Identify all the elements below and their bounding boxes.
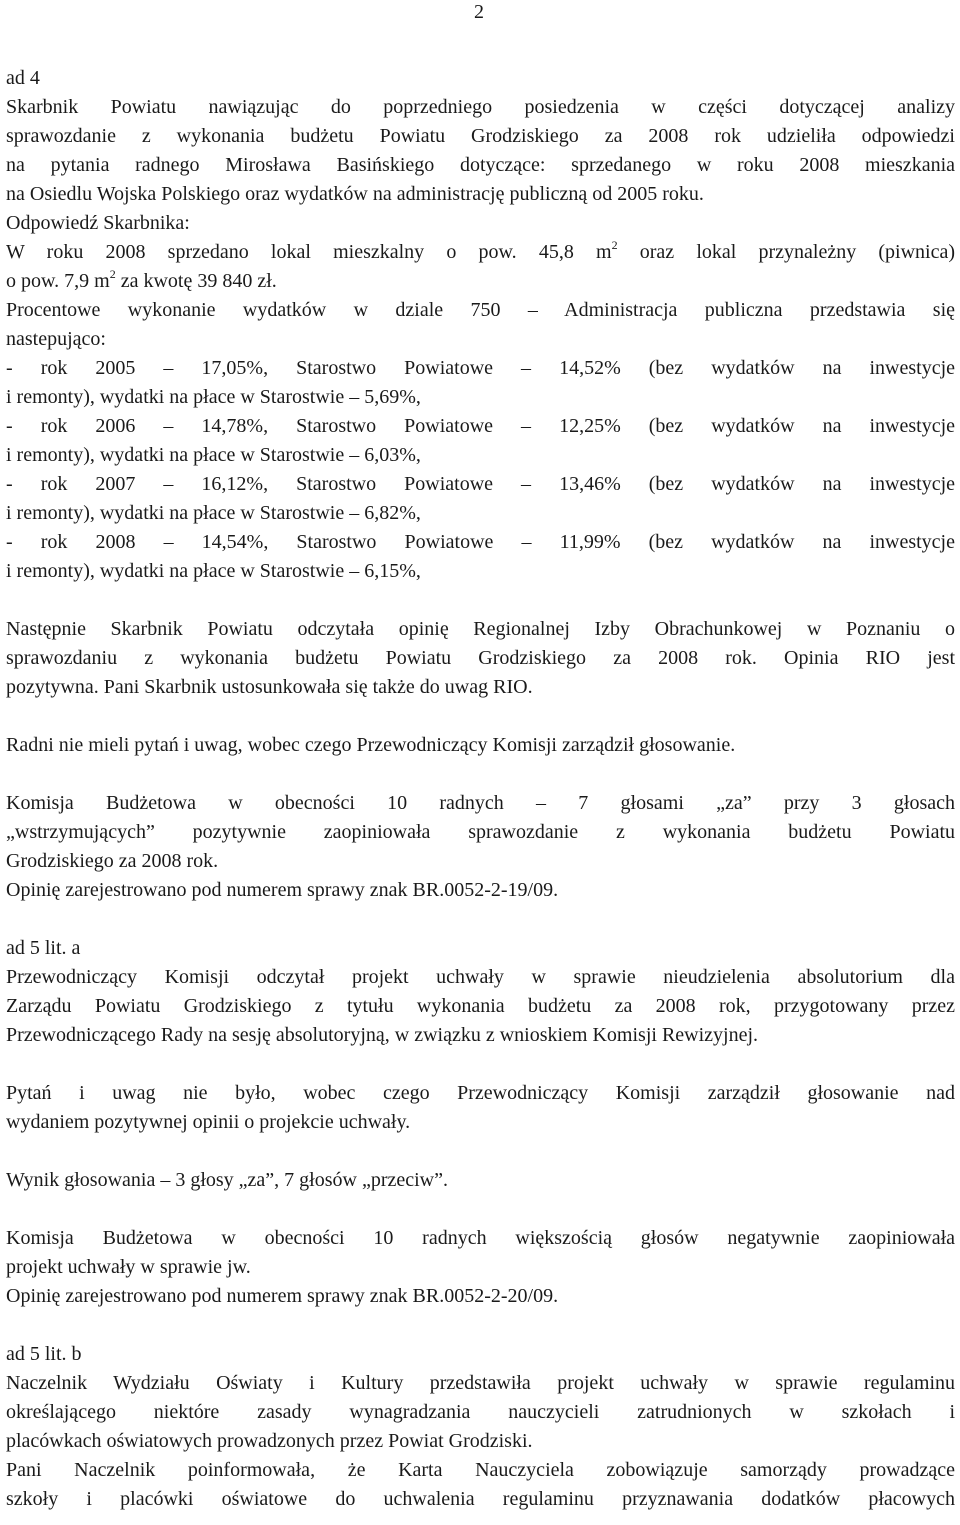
text-line: Pani Naczelnik poinformowała, że Karta Nauczyciela zobowiązuje samorządy prowadzące (6, 1459, 955, 1481)
answer-label: Odpowiedź Skarbnika: (6, 212, 190, 234)
text-line: Pytań i uwag nie było, wobec czego Przewodniczący Komisji zarządził głosowanie nad (6, 1082, 955, 1104)
answer-line (6, 238, 955, 267)
text-line: szkoły i placówki oświatowe do uchwalenia regulaminu przyznawania dodatków płacowych (6, 1488, 955, 1510)
text-line: Skarbnik Powiatu nawiązując do poprzedniego posiedzenia w części dotyczącej analizy (6, 96, 955, 118)
text-line: sprawozdaniu z wykonania budżetu Powiatu Grodziskiego za 2008 rok. Opinia RIO jest (6, 647, 955, 669)
vote-result: Wynik głosowania – 3 głosy „za”, 7 głosów „przeciw”. (6, 1169, 449, 1191)
text-line: Komisja Budżetowa w obecności 10 radnych większością głosów negatywnie zaopiniowała (6, 1227, 955, 1249)
text-line: Komisja Budżetowa w obecności 10 radnych – 7 głosami „za” przy 3 głosach (6, 792, 955, 814)
text-line: na pytania radnego Mirosława Basińskiego dotyczące: sprzedanego w roku 2008 mieszkania (6, 154, 955, 176)
document-body (6, 64, 955, 1514)
superscript: 2 (109, 267, 116, 281)
text-line: „wstrzymujących” pozytywnie zaopiniowała sprawozdanie z wykonania budżetu Powiatu (6, 821, 955, 843)
text-line: sprawozdanie z wykonania budżetu Powiatu Grodziskiego za 2008 rok udzieliła odpowiedzi (6, 125, 955, 147)
text-line: Radni nie mieli pytań i uwag, wobec czego Przewodniczący Komisji zarządził głosowanie. (6, 734, 736, 756)
section-heading-ad5b: ad 5 lit. b (6, 1343, 82, 1365)
text-segment: W roku 2008 sprzedano lokal mieszkalny o pow. 45,8 m (6, 241, 612, 263)
year-line: - rok 2006 – 14,78%, Starostwo Powiatowe – 12,25% (bez wydatków na inwestycje (6, 415, 955, 437)
text-line: Naczelnik Wydziału Oświaty i Kultury przedstawiła projekt uchwały w sprawie regulaminu (6, 1372, 955, 1394)
text-line: Grodziskiego za 2008 rok. (6, 850, 219, 872)
registration-line: Opinię zarejestrowano pod numerem sprawy znak BR.0052-2-19/09. (6, 879, 559, 901)
year-line: i remonty), wydatki na płace w Starostwie – 5,69%, (6, 386, 421, 408)
text-line: na Osiedlu Wojska Polskiego oraz wydatków na administrację publiczną od 2005 roku. (6, 183, 704, 205)
text-segment: oraz lokal przynależny (piwnica) (617, 241, 956, 263)
text-line: nastepująco: (6, 328, 106, 350)
text-line: Przewodniczący Komisji odczytał projekt uchwały w sprawie nieudzielenia absolutorium dla (6, 966, 955, 988)
text-line: Następnie Skarbnik Powiatu odczytała opinię Regionalnej Izby Obrachunkowej w Poznaniu o (6, 618, 955, 640)
text-segment: o pow. 7,9 m (6, 270, 110, 292)
superscript: 2 (611, 238, 618, 252)
text-line: Przewodniczącego Rady na sesję absolutoryjną, w związku z wnioskiem Komisji Rewizyjnej. (6, 1024, 759, 1046)
year-line: - rok 2008 – 14,54%, Starostwo Powiatowe – 11,99% (bez wydatków na inwestycje (6, 531, 955, 553)
text-line: określającego niektóre zasady wynagradzania nauczycieli zatrudnionych w szkołach i (6, 1401, 955, 1423)
text-segment: za kwotę 39 840 zł. (115, 270, 277, 292)
section-heading-ad5a: ad 5 lit. a (6, 937, 81, 959)
text-line: placówkach oświatowych prowadzonych przez Powiat Grodziski. (6, 1430, 533, 1452)
text-line: projekt uchwały w sprawie jw. (6, 1256, 251, 1278)
year-line: i remonty), wydatki na płace w Starostwie – 6,03%, (6, 444, 421, 466)
text-line: wydaniem pozytywnej opinii o projekcie uchwały. (6, 1111, 411, 1133)
year-line: - rok 2007 – 16,12%, Starostwo Powiatowe – 13,46% (bez wydatków na inwestycje (6, 473, 955, 495)
answer-line (6, 267, 955, 296)
year-line: i remonty), wydatki na płace w Starostwie – 6,82%, (6, 502, 421, 524)
registration-line: Opinię zarejestrowano pod numerem sprawy znak BR.0052-2-20/09. (6, 1285, 559, 1307)
section-heading-ad4: ad 4 (6, 67, 40, 89)
text-line: pozytywna. Pani Skarbnik ustosunkowała się także do uwag RIO. (6, 676, 533, 698)
year-line: i remonty), wydatki na płace w Starostwie – 6,15%, (6, 560, 421, 582)
text-line: Zarządu Powiatu Grodziskiego z tytułu wykonania budżetu za 2008 rok, przygotowany przez (6, 995, 955, 1017)
page-number: 2 (474, 1, 484, 23)
text-line: Procentowe wykonanie wydatków w dziale 750 – Administracja publiczna przedstawia się (6, 299, 955, 321)
year-line: - rok 2005 – 17,05%, Starostwo Powiatowe – 14,52% (bez wydatków na inwestycje (6, 357, 955, 379)
